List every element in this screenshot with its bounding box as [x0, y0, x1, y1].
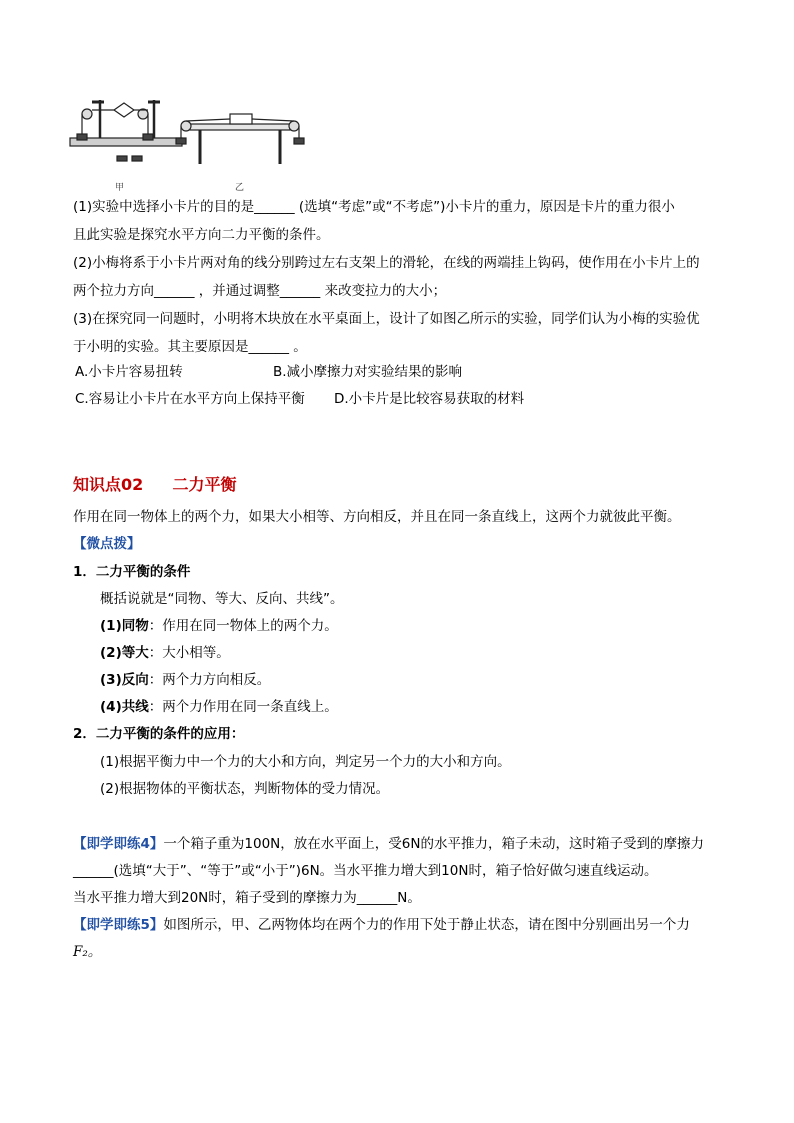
condition-text: ：两个力作用在同一条直线上。 — [148, 699, 338, 715]
caption-yi: 乙 — [235, 183, 245, 193]
question-2-line-2: 两个拉力方向______ ，并通过调整______ 来改变拉力的大小； — [73, 283, 447, 299]
practice-4-tag: 【即学即练4】 — [73, 836, 164, 852]
knowledge-point-number: 知识点02 — [73, 475, 144, 494]
question-1-line-2: 且此实验是探究水平方向二力平衡的条件。 — [73, 227, 330, 243]
question-3-line-1: (3)在探究同一问题时，小明将木块放在水平桌面上，设计了如图乙所示的实验，同学们认为小梅的实验优 — [73, 311, 700, 327]
experiment-figure — [62, 92, 322, 192]
knowledge-point-title: 二力平衡 — [172, 475, 237, 494]
tip-tag: 【微点拨】 — [73, 536, 141, 552]
practice-5-tag: 【即学即练5】 — [73, 917, 164, 933]
section-1-summary: 概括说就是“同物、等大、反向、共线”。 — [100, 591, 344, 607]
option-c: C.容易让小卡片在水平方向上保持平衡 — [75, 391, 305, 407]
option-a: A.小卡片容易扭转 — [75, 364, 183, 380]
condition-text: ：两个力方向相反。 — [148, 672, 271, 688]
caption-jia: 甲 — [115, 183, 125, 193]
section-1-title: 1．二力平衡的条件 — [73, 564, 191, 580]
question-1-line-1: (1)实验中选择小卡片的目的是______ (选填“考虑”或“不考虑”)小卡片的重力，原因是卡片的重力很小 — [73, 199, 675, 215]
knowledge-point-heading — [73, 472, 236, 495]
figure-jia — [70, 100, 182, 161]
practice-5-line-2: F₂。 — [73, 944, 102, 960]
condition-label: (3)反向 — [100, 672, 149, 688]
practice-4-text: 一个箱子重为100N，放在水平面上，受6N的水平推力，箱子未动，这时箱子受到的摩擦力 — [163, 836, 704, 852]
practice-4-line-2: ______(选填“大于”、“等于”或“小于”)6N。当水平推力增大到10N时，箱子恰好做匀速直线运动。 — [73, 863, 658, 879]
option-d: D.小卡片是比较容易获取的材料 — [334, 391, 525, 407]
section-2-title: 2．二力平衡的条件的应用： — [73, 726, 245, 742]
figure-yi — [176, 114, 304, 164]
condition-item — [100, 697, 338, 717]
practice-5-line-1 — [73, 915, 690, 935]
practice-5-text: 如图所示，甲、乙两物体均在两个力的作用下处于静止状态，请在图中分别画出另一个力 — [163, 917, 690, 933]
question-2-line-1: (2)小梅将系于小卡片两对角的线分别跨过左右支架上的滑轮，在线的两端挂上钩码，使作用在小卡片上的 — [73, 255, 700, 271]
condition-label: (1)同物 — [100, 618, 149, 634]
condition-text: ：作用在同一物体上的两个力。 — [148, 618, 338, 634]
question-3-line-2: 于小明的实验。其主要原因是______ 。 — [73, 339, 307, 355]
application-item: (1)根据平衡力中一个力的大小和方向，判定另一个力的大小和方向。 — [100, 754, 511, 770]
condition-item — [100, 670, 270, 690]
application-item: (2)根据物体的平衡状态，判断物体的受力情况。 — [100, 781, 390, 797]
condition-label: (4)共线 — [100, 699, 149, 715]
condition-item — [100, 643, 230, 663]
condition-item — [100, 616, 338, 636]
practice-4-line-3: 当水平推力增大到20N时，箱子受到的摩擦力为______N。 — [73, 890, 421, 906]
condition-label: (2)等大 — [100, 645, 149, 661]
knowledge-intro: 作用在同一物体上的两个力，如果大小相等、方向相反，并且在同一条直线上，这两个力就彼此平衡。 — [73, 509, 681, 525]
option-b: B.减小摩擦力对实验结果的影响 — [273, 364, 463, 380]
practice-4-line-1 — [73, 834, 704, 854]
condition-text: ：大小相等。 — [148, 645, 230, 661]
